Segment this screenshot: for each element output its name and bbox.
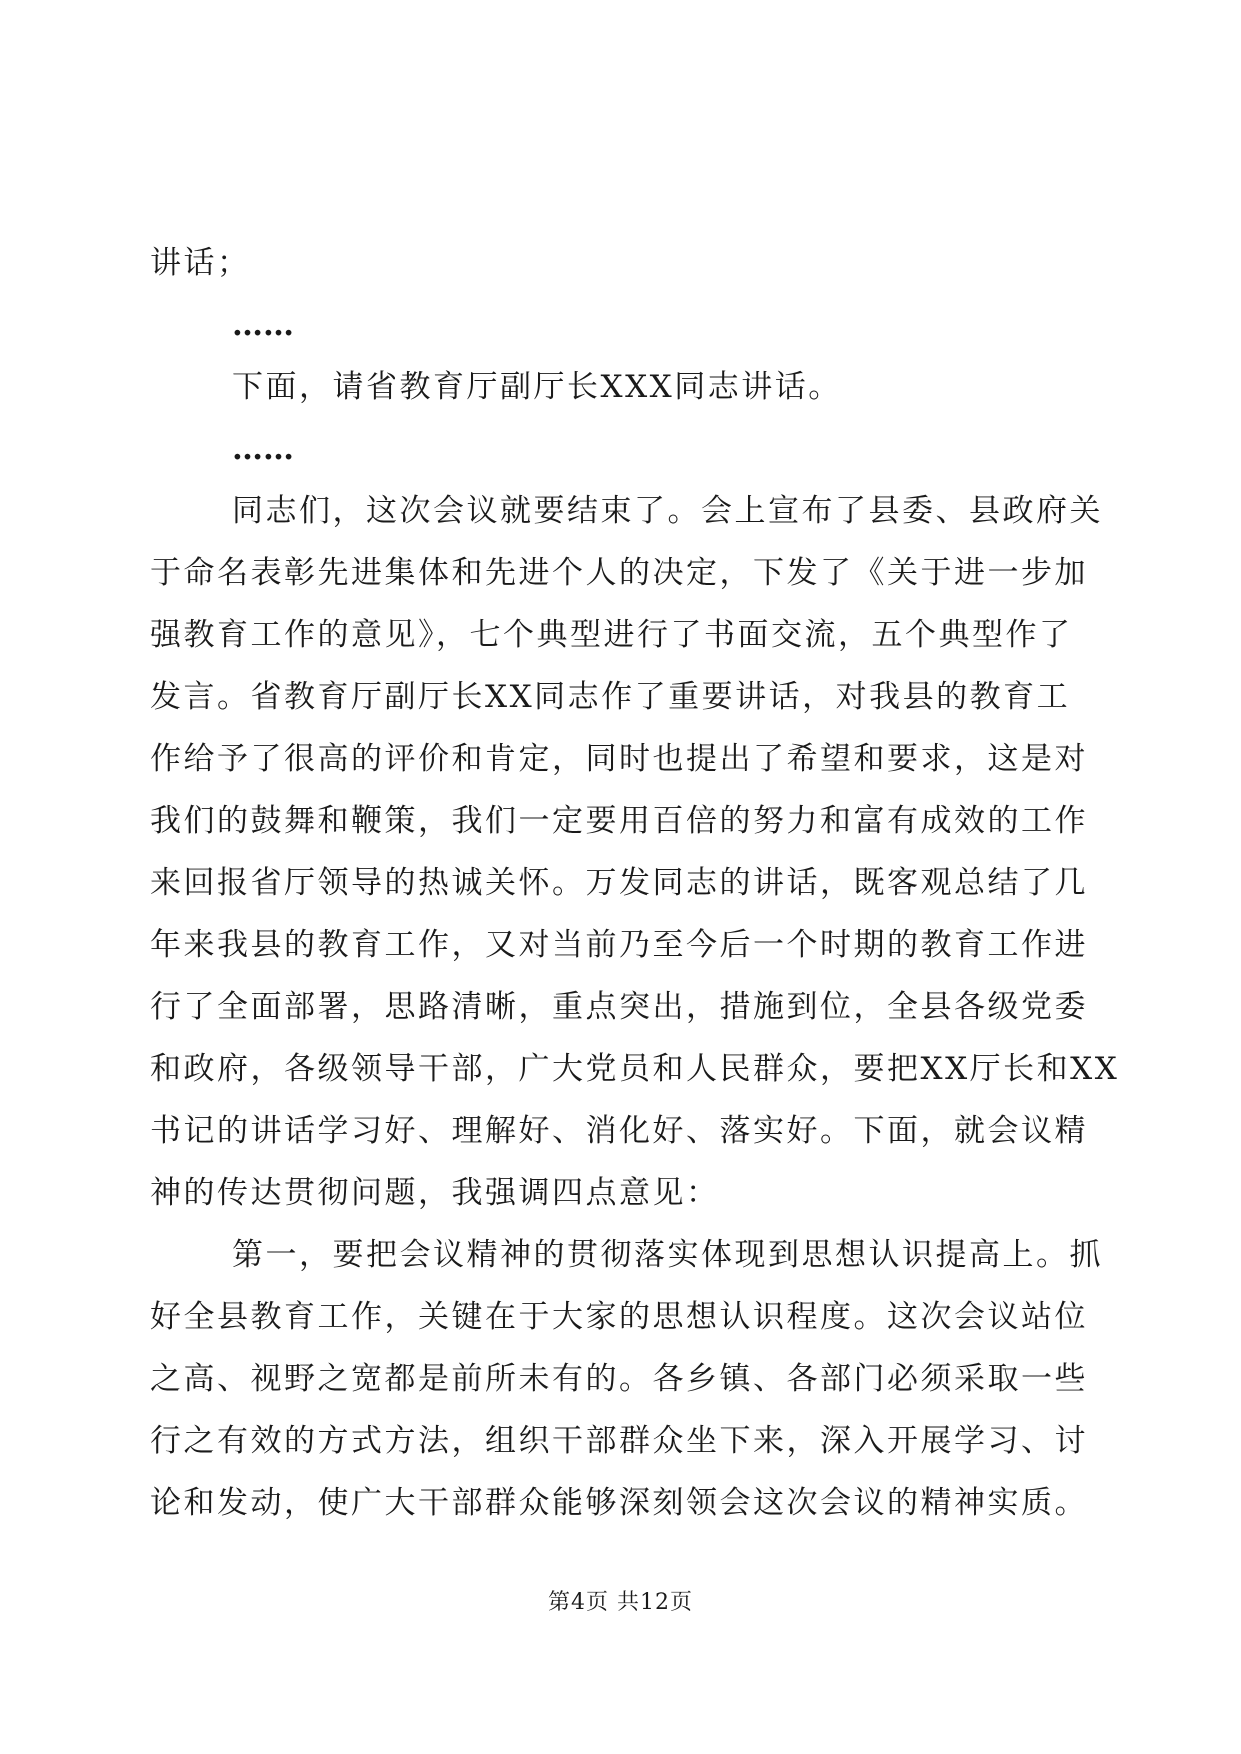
text-line: 书记的讲话学习好、理解好、消化好、落实好。下面，就会议精 [150, 1113, 1088, 1149]
paragraph-start-line: 同志们，这次会议就要结束了。会上宣布了县委、县政府关 [232, 493, 1103, 529]
text-line: 发言。省教育厅副厅长XX同志作了重要讲话，对我县的教育工 [150, 679, 1071, 715]
text-line: 好全县教育工作，关键在于大家的思想认识程度。这次会议站位 [150, 1299, 1088, 1335]
text-line: 神的传达贯彻问题，我强调四点意见： [150, 1175, 720, 1211]
text-line: 之高、视野之宽都是前所未有的。各乡镇、各部门必须采取一些 [150, 1361, 1088, 1397]
page-number-footer: 第4页 共12页 [548, 1590, 693, 1615]
text-line: 作给予了很高的评价和肯定，同时也提出了希望和要求，这是对 [150, 741, 1088, 777]
text-line: 行之有效的方式方法，组织干部群众坐下来，深入开展学习、讨 [150, 1423, 1088, 1459]
text-line: 强教育工作的意见》，七个典型进行了书面交流，五个典型作了 [150, 617, 1073, 653]
text-line: 讲话； [150, 245, 251, 281]
text-line: 年来我县的教育工作，又对当前乃至今后一个时期的教育工作进 [150, 927, 1088, 963]
ellipsis-line: …… [232, 307, 294, 343]
text-line: 论和发动，使广大干部群众能够深刻领会这次会议的精神实质。 [150, 1485, 1088, 1521]
text-line: 我们的鼓舞和鞭策，我们一定要用百倍的努力和富有成效的工作 [150, 803, 1088, 839]
text-line: 于命名表彰先进集体和先进个人的决定，下发了《关于进一步加 [150, 555, 1088, 591]
text-line: 和政府，各级领导干部，广大党员和人民群众，要把XX厅长和XX [150, 1051, 1120, 1087]
text-line: 下面，请省教育厅副厅长XXX同志讲话。 [232, 369, 842, 405]
paragraph-start-line: 第一，要把会议精神的贯彻落实体现到思想认识提高上。抓 [232, 1237, 1103, 1273]
ellipsis-line: …… [232, 431, 294, 467]
text-line: 来回报省厅领导的热诚关怀。万发同志的讲话，既客观总结了几 [150, 865, 1088, 901]
document-body [150, 232, 1120, 1534]
text-line: 行了全面部署，思路清晰，重点突出，措施到位，全县各级党委 [150, 989, 1088, 1025]
